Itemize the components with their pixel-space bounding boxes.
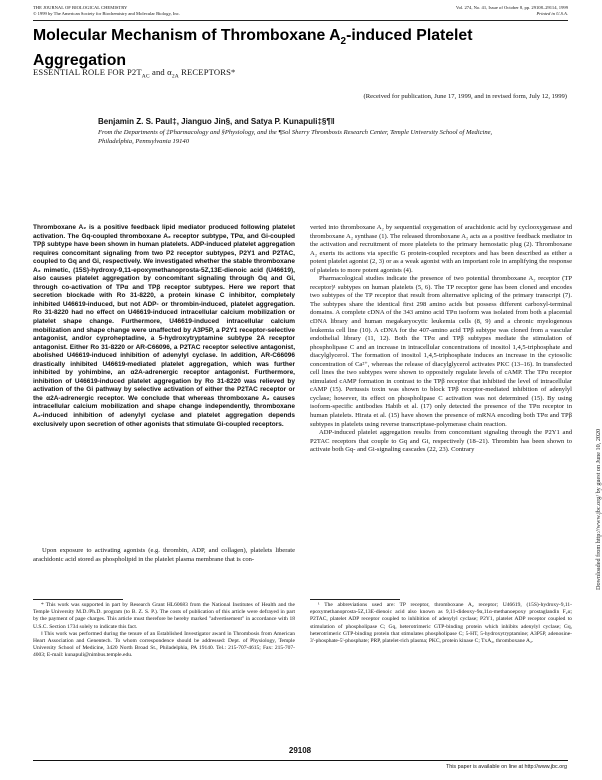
body-right-column: [310, 224, 572, 455]
printed-line: Printed in U.S.A.: [536, 11, 568, 16]
volume-line: Vol. 274, No. 41, Issue of October 8, pp. 29108–29114, 1999: [455, 5, 568, 10]
body-paragraph: verted into thromboxane A₂ by sequential oxygenation of arachidonic acid by cyclooxygenase and thromboxane A₂ synthase (1). The released thromboxane A₂ acts as a positive feedback mediator in the activation and recruitment of more platelets to the primary hemostatic plug (2). Thromboxane A₂ exerts its actions via specific G protein-coupled receptors and has been described as either a potent platelet agonist (2, 3) or as a weak agonist with an important role in amplifying the response of platelets to more potent agonists (4).: [310, 224, 572, 274]
body-paragraph: Pharmacological studies indicate the presence of two potential thromboxane A₂ receptor (TP receptor)¹ subtypes on human platelets (5, 6). The TP receptor gene has been cloned and encodes two subtypes of the TP receptor that result from alternative splicing of the primary transcript (7). The subtypes share the identical first 298 amino acids but possess different carboxyl-terminal domains. A complete cDNA of the 343 amino acid TPα isoform was isolated from both a placental cDNA library and human megakaryocytic leukemia cells (8, 9) and a chronic myelogenous leukemia cell line (10). A cDNA for the 407-amino acid TPβ subtype was cloned from a vascular endothelial library (11, 12). Both the TPα and TPβ subtypes mediate the stimulation of phospholipase C and an increase in intracellular concentrations of inositol 1,4,5-triphosphate and diacylglycerol. The formation of inositol 1,4,5-triphosphate induces an increase in the cytosolic concentration of Ca²⁺, whereas the release of diacylglycerol activates PKC (13–16). In transfected cell lines the two subtypes were shown to oppositely regulate levels of cAMP. The TPα receptor stimulated cAMP formation in contrast to the TPβ receptor that inhibited the level of intracellular cAMP (15). Pertussis toxin was shown to block TPβ receptor-mediated inhibition of adenylyl cyclase; however, its effect on phospholipase C activation was not determined (15). By using isoform-specific antibodies Habib et al. (17) only detected the presence of the TPα receptor in human platelets. Hirata et al. (15) have shown the presence of mRNA encoding both TPα and TPβ subtypes in platelets using reverse transcriptase-polymerase chain reaction.: [310, 275, 572, 428]
body-paragraph: ADP-induced platelet aggregation results from concomitant signaling through the P2Y1 and P2TAC receptors that couple to Gq and Gi, respectively (18–21). Thrombin has been shown to activate both Gq- and Gi-signaling cascades (22, 23). Contrary: [310, 429, 572, 454]
author-list: Benjamin Z. S. Paul‡, Jianguo Jin§, and Satya P. Kunapuli‡§¶‖: [98, 117, 335, 126]
running-header-right: [456, 5, 568, 17]
download-watermark-text: Downloaded from http://www.jbc.org/ by guest on June 10, 2020: [595, 428, 602, 590]
abstract: Thromboxane A₂ is a positive feedback lipid mediator produced following platelet activation. The Gq-coupled thromboxane A₂ receptor subtype, TPα, and Gi-coupled TPβ subtype have been shown in human platelets. ADP-induced platelet aggregation requires concomitant signaling from two P2 receptor subtypes, P2Y1 and P2TAC, coupled to Gq and Gi, respectively. We investigated whether the stable thromboxane A₂ mimetic, (15S)-hydroxy-9,11-epoxymethanoprosta-5Z,13E-dienoic acid (U46619), also causes platelet aggregation by concomitant signaling through Gq and Gi, through co-activation of TPα and TPβ receptor subtypes. Here we report that secretion blockade with Ro 31-8220, a protein kinase C inhibitor, completely inhibited U46619-induced, but not ADP- or thrombin-induced, platelet aggregation. Ro 31-8220 had no effect on U46619-induced intracellular calcium mobilization or platelet shape change. Furthermore, U46619-induced intracellular calcium mobilization and shape change were unaffected by A3P5P, a P2Y1 receptor-selective antagonist, and/or cyproheptadine, a 5-hydroxytryptamine subtype 2A receptor antagonist. Either Ro 31-8220 or AR-C66096, a P2TAC receptor selective antagonist, abolished U46619-induced inhibition of adenylyl cyclase. In addition, AR-C66096 drastically inhibited U46619-mediated platelet aggregation, which was further inhibited by yohimbine, an α2A-adrenergic receptor antagonist. Furthermore, inhibition of U46619-induced platelet aggregation by Ro 31-8220 was relieved by activation of the Gi pathway by selective activation of either the P2TAC receptor or the α2A-adrenergic receptor. We conclude that whereas thromboxane A₂ causes intracellular calcium mobilization and shape change independently, thromboxane A₂-induced inhibition of adenylyl cyclase and platelet aggregation depends exclusively upon secretion of other agonists that stimulate Gi-coupled receptors.: [33, 224, 295, 428]
page-number: 29108: [288, 746, 312, 755]
author-affiliation: From the Departments of ‡Pharmacology and §Physiology, and the ¶Sol Sherry Thrombosis Research Center, Temple University School of Medicine, Philadelphia, Pennsylvania 19140: [98, 129, 493, 145]
footer-rule: [33, 760, 568, 761]
correspondence-footnote: ‖ This work was performed during the tenure of an Established Investigator award in Thrombosis from American Heart Association and Genentech. To whom correspondence should be addressed: Dept. of Physiology, Temple University School of Medicine, 3420 North Broad St., Philadelphia, PA 19140. Tel.: 215-707-4615; Fax: 215-707-4003; E-mail: kunapuli@nimbus.temple.edu.: [33, 630, 295, 659]
footnote-rule-left: [33, 599, 123, 600]
online-availability-note: This paper is available on line at http://www.jbc.org: [445, 764, 567, 770]
article-title: Molecular Mechanism of Thromboxane $A_2$-induced Platelet Aggregation: [33, 27, 473, 70]
funding-footnote: * This work was supported in part by Research Grant HL60683 from the National Institutes of Health and the Temple University M.D./Ph.D. program (to B. Z. S. P.). The costs of publication of this article were defrayed in part by the payment of page charges. This article must therefore be hereby marked "advertisement" in accordance with 18 U.S.C. Section 1734 solely to indicate this fact.: [33, 602, 295, 630]
received-dates: (Received for publication, June 17, 1999, and in revised form, July 12, 1999): [363, 93, 567, 100]
header-rule: [33, 20, 568, 21]
download-watermark: [585, 190, 602, 590]
footnote-rule-right: [310, 599, 400, 600]
footnotes-right: [310, 602, 572, 645]
footnotes-left: [33, 602, 295, 660]
abbreviations-footnote: ¹ The abbreviations used are: TP receptor, thromboxane A₂ receptor; U46619, (15S)-hydroxy-9,11-epoxymethanoprosta-5Z,13E-dienoic acid also known as 9,11-dideoxy-9α,11α-methanoepoxy prostaglandin F₂α; P2TAC, platelet ADP receptor coupled to inhibition of adenylyl cyclase; P2Y1, platelet ADP receptor coupled to stimulation of phospholipase C; Gq, heterotrimeric GTP-binding protein which inhibits adenylyl cyclase; Gq, heterotrimeric GTP-binding protein that stimulates phospholipase C; 5-HT, 5-hydroxytryptamine; A3P5P, adenosine-3'-phosphate-5'-phosphate; PRP, platelet-rich plasma; PKC, protein kinase C; TxA₂, thromboxane A₂.: [310, 602, 572, 645]
journal-name: THE JOURNAL OF BIOLOGICAL CHEMISTRY: [33, 5, 128, 10]
article-subtitle: ESSENTIAL ROLE FOR $P2T_{AC}$ and $\alpha_{2A}$ RECEPTORS*: [33, 67, 236, 80]
copyright-line: © 1999 by The American Society for Biochemistry and Molecular Biology, Inc.: [33, 11, 180, 16]
intro-paragraph-left: Upon exposure to activating agonists (e.g. thrombin, ADP, and collagen), platelets liberate arachidonic acid stored as phospholipid in the platelet plasma membrane that is con-: [33, 547, 295, 563]
running-header-left: [33, 5, 180, 17]
